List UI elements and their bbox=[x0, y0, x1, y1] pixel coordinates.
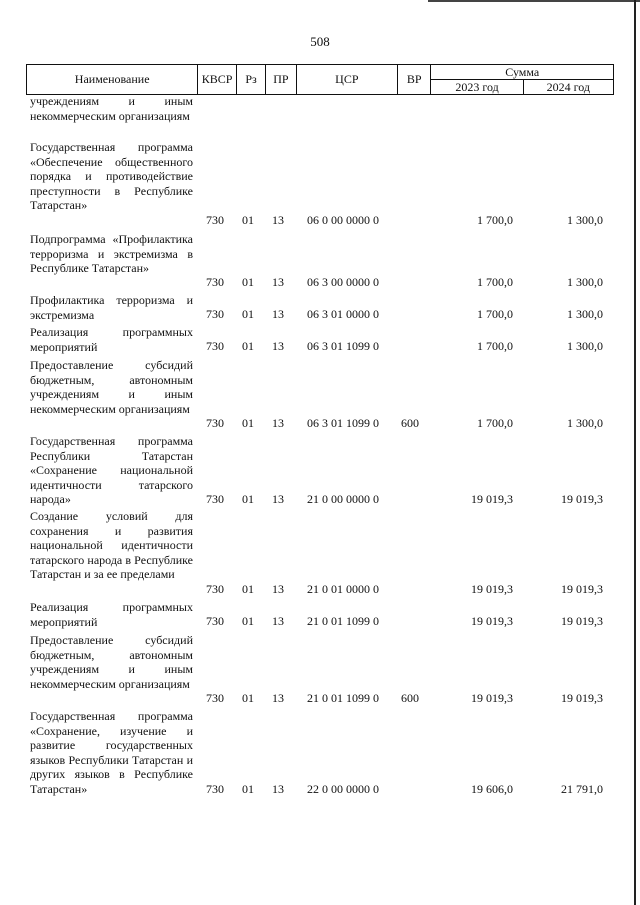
row-name: Государственная программа «Сохранение, изучение и развитие государственных языков Республики Татарстан и других языков в Республике Татарстан» bbox=[30, 709, 193, 796]
cell-s1: 1 700,0 bbox=[477, 339, 513, 354]
table-row bbox=[0, 140, 640, 228]
header-year-2023: 2023 год bbox=[431, 80, 523, 95]
cell-s1: 1 700,0 bbox=[477, 307, 513, 322]
header-name: Наименование bbox=[27, 65, 198, 95]
table-row bbox=[0, 325, 640, 354]
cell-s2: 19 019,3 bbox=[561, 582, 603, 597]
cell-kvsr: 730 bbox=[206, 213, 224, 228]
table-header bbox=[26, 64, 614, 95]
cell-s1: 19 019,3 bbox=[471, 582, 513, 597]
table-row bbox=[0, 358, 640, 431]
cell-kvsr: 730 bbox=[206, 614, 224, 629]
cell-csr: 21 0 00 0000 0 bbox=[307, 492, 379, 507]
cell-pr: 13 bbox=[272, 275, 284, 290]
table-row bbox=[0, 709, 640, 797]
cell-csr: 22 0 00 0000 0 bbox=[307, 782, 379, 797]
scan-edge-top bbox=[428, 0, 640, 2]
cell-vr: 600 bbox=[401, 416, 419, 431]
row-name: Создание условий для сохранения и развития национальной идентичности татарского народа в Республике Татарстан и за ее пределами bbox=[30, 509, 193, 582]
row-name: Реализация программных мероприятий bbox=[30, 325, 193, 354]
cell-rz: 01 bbox=[242, 492, 254, 507]
cell-pr: 13 bbox=[272, 614, 284, 629]
cell-rz: 01 bbox=[242, 275, 254, 290]
cell-csr: 06 0 00 0000 0 bbox=[307, 213, 379, 228]
cell-kvsr: 730 bbox=[206, 492, 224, 507]
cell-pr: 13 bbox=[272, 492, 284, 507]
cell-kvsr: 730 bbox=[206, 339, 224, 354]
cell-s1: 19 019,3 bbox=[471, 691, 513, 706]
table-row bbox=[0, 232, 640, 290]
cell-s2: 19 019,3 bbox=[561, 614, 603, 629]
header-csr: ЦСР bbox=[296, 65, 397, 95]
header-year-2024: 2024 год bbox=[523, 80, 613, 95]
row-name: Подпрограмма «Профилактика терроризма и экстремизма в Республике Татарстан» bbox=[30, 232, 193, 276]
row-name: учреждениям и иным некоммерческим организациям bbox=[30, 94, 193, 123]
cell-csr: 06 3 01 0000 0 bbox=[307, 307, 379, 322]
cell-csr: 06 3 01 1099 0 bbox=[307, 339, 379, 354]
cell-pr: 13 bbox=[272, 213, 284, 228]
table-row bbox=[0, 434, 640, 507]
cell-kvsr: 730 bbox=[206, 307, 224, 322]
page-number: 508 bbox=[310, 34, 330, 49]
table-row bbox=[0, 633, 640, 706]
cell-s2: 1 300,0 bbox=[567, 416, 603, 431]
table-row bbox=[0, 600, 640, 629]
row-name: Профилактика терроризма и экстремизма bbox=[30, 293, 193, 322]
cell-csr: 21 0 01 1099 0 bbox=[307, 691, 379, 706]
cell-rz: 01 bbox=[242, 691, 254, 706]
row-name: Предоставление субсидий бюджетным, автономным учреждениям и иным некоммерческим организациям bbox=[30, 358, 193, 416]
cell-kvsr: 730 bbox=[206, 275, 224, 290]
cell-s1: 19 019,3 bbox=[471, 492, 513, 507]
cell-s2: 19 019,3 bbox=[561, 691, 603, 706]
cell-rz: 01 bbox=[242, 307, 254, 322]
cell-csr: 06 3 00 0000 0 bbox=[307, 275, 379, 290]
cell-rz: 01 bbox=[242, 582, 254, 597]
cell-pr: 13 bbox=[272, 416, 284, 431]
cell-rz: 01 bbox=[242, 339, 254, 354]
table-row bbox=[0, 94, 640, 138]
cell-s1: 1 700,0 bbox=[477, 416, 513, 431]
cell-kvsr: 730 bbox=[206, 782, 224, 797]
cell-csr: 06 3 01 1099 0 bbox=[307, 416, 379, 431]
row-name: Государственная программа «Обеспечение общественного порядка и противодействие преступности в Республике Татарстан» bbox=[30, 140, 193, 213]
cell-s2: 1 300,0 bbox=[567, 307, 603, 322]
cell-csr: 21 0 01 0000 0 bbox=[307, 582, 379, 597]
cell-pr: 13 bbox=[272, 691, 284, 706]
cell-s2: 19 019,3 bbox=[561, 492, 603, 507]
table-row bbox=[0, 293, 640, 322]
header-rz: Рз bbox=[236, 65, 265, 95]
cell-rz: 01 bbox=[242, 782, 254, 797]
row-name: Реализация программных мероприятий bbox=[30, 600, 193, 629]
cell-rz: 01 bbox=[242, 213, 254, 228]
cell-pr: 13 bbox=[272, 782, 284, 797]
header-sum: Сумма bbox=[431, 65, 614, 80]
header-vr: ВР bbox=[398, 65, 431, 95]
cell-rz: 01 bbox=[242, 416, 254, 431]
cell-pr: 13 bbox=[272, 582, 284, 597]
cell-s2: 1 300,0 bbox=[567, 275, 603, 290]
table-row bbox=[0, 509, 640, 597]
cell-s2: 1 300,0 bbox=[567, 213, 603, 228]
header-pr: ПР bbox=[266, 65, 296, 95]
cell-kvsr: 730 bbox=[206, 691, 224, 706]
cell-csr: 21 0 01 1099 0 bbox=[307, 614, 379, 629]
cell-vr: 600 bbox=[401, 691, 419, 706]
row-name: Предоставление субсидий бюджетным, автономным учреждениям и иным некоммерческим организациям bbox=[30, 633, 193, 691]
cell-s1: 1 700,0 bbox=[477, 275, 513, 290]
cell-s1: 1 700,0 bbox=[477, 213, 513, 228]
header-kvsr: КВСР bbox=[198, 65, 237, 95]
cell-pr: 13 bbox=[272, 339, 284, 354]
cell-pr: 13 bbox=[272, 307, 284, 322]
cell-rz: 01 bbox=[242, 614, 254, 629]
cell-s1: 19 606,0 bbox=[471, 782, 513, 797]
cell-kvsr: 730 bbox=[206, 582, 224, 597]
row-name: Государственная программа Республики Татарстан «Сохранение национальной идентичности татарского народа» bbox=[30, 434, 193, 507]
cell-s1: 19 019,3 bbox=[471, 614, 513, 629]
cell-s2: 21 791,0 bbox=[561, 782, 603, 797]
cell-kvsr: 730 bbox=[206, 416, 224, 431]
cell-s2: 1 300,0 bbox=[567, 339, 603, 354]
